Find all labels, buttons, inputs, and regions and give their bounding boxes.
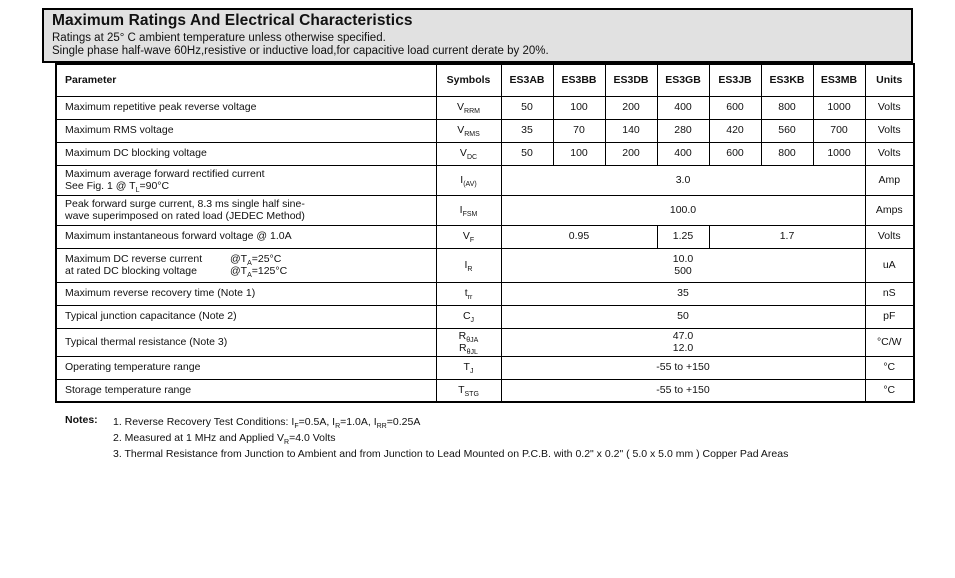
value-cell-span: 35	[501, 282, 865, 305]
table-row-vrrm	[56, 96, 914, 119]
value-cell-group: 1.25	[657, 225, 709, 248]
unit-cell: Amp	[865, 165, 914, 195]
value-cell: 280	[657, 119, 709, 142]
param-cell	[56, 195, 436, 225]
param-cell: Maximum DC blocking voltage	[56, 142, 436, 165]
note-item: 1. Reverse Recovery Test Conditions: $I_F=0.5A$, $I_R=1.0A$, $I_{RR}=0.25A$	[113, 416, 421, 431]
param-cell: Maximum instantaneous forward voltage @ 1.0A	[56, 225, 436, 248]
value-cell: 50	[501, 142, 553, 165]
table-row-rth	[56, 328, 914, 356]
param-cell	[56, 165, 436, 195]
value-cell-span	[501, 328, 865, 356]
value-line: 10.0	[672, 252, 694, 265]
unit-cell: °C/W	[865, 328, 914, 356]
value-cell: 400	[657, 142, 709, 165]
value-line: 12.0	[672, 342, 694, 354]
param-line: Maximum average forward rectified current	[65, 167, 265, 180]
value-cell-span: 100.0	[501, 195, 865, 225]
symbol-cell: $I_R$	[436, 248, 501, 282]
test-condition: $@T_A=125^\circ C$	[230, 265, 288, 280]
col-header-es3mb: ES3MB	[813, 64, 865, 96]
value-cell-group: 0.95	[501, 225, 657, 248]
ratings-table	[55, 63, 915, 403]
symbol-line: $R_{\theta JL}$	[459, 342, 478, 356]
note-item: 3. Thermal Resistance from Junction to Ambient and from Junction to Lead Mounted on P.C.B. with 0.2" x 0.2" ( 5.0 x 5.0 mm ) Copper Pad Areas	[113, 448, 789, 460]
page-title: Maximum Ratings And Electrical Characteristics	[52, 12, 413, 29]
value-cell-span: -55 to +150	[501, 379, 865, 402]
symbol-cell: $C_J$	[436, 305, 501, 328]
table-row-iav	[56, 165, 914, 195]
param-cell	[56, 248, 436, 282]
table-row-ifsm	[56, 195, 914, 225]
datasheet-page	[42, 8, 913, 462]
value-cell: 50	[501, 96, 553, 119]
param-line: See Fig. 1 @ $T_L=90^\circ C$	[65, 180, 170, 195]
col-header-parameter: Parameter	[56, 64, 436, 96]
col-header-es3jb: ES3JB	[709, 64, 761, 96]
param-cell: Operating temperature range	[56, 356, 436, 379]
unit-cell: Amps	[865, 195, 914, 225]
symbol-cell: $I_{(AV)}$	[436, 165, 501, 195]
table-row-cj	[56, 305, 914, 328]
section-header	[42, 8, 913, 63]
note-item: 2. Measured at 1 MHz and Applied $V_R=4.0$ Volts	[113, 432, 336, 447]
param-cell: Typical junction capacitance (Note 2)	[56, 305, 436, 328]
notes-list	[113, 414, 788, 462]
symbol-cell: $V_F$	[436, 225, 501, 248]
value-cell-span: 3.0	[501, 165, 865, 195]
param-line: at rated DC blocking voltage $@T_A=125^\circ C$	[65, 265, 288, 280]
value-cell: 70	[553, 119, 605, 142]
col-header-symbols: Symbols	[436, 64, 501, 96]
col-header-es3db: ES3DB	[605, 64, 657, 96]
symbol-cell	[436, 328, 501, 356]
value-cell-group: 1.7	[709, 225, 865, 248]
value-cell: 100	[553, 96, 605, 119]
value-cell: 400	[657, 96, 709, 119]
symbol-cell: $V_{DC}$	[436, 142, 501, 165]
value-cell: 1000	[813, 142, 865, 165]
value-cell: 800	[761, 96, 813, 119]
table-row-ir	[56, 248, 914, 282]
symbol-cell: $I_{FSM}$	[436, 195, 501, 225]
table-row-tj	[56, 356, 914, 379]
col-header-es3bb: ES3BB	[553, 64, 605, 96]
param-line: Peak forward surge current, 8.3 ms single half sine-	[65, 197, 305, 210]
header-row	[56, 64, 914, 96]
value-cell: 1000	[813, 96, 865, 119]
subtitle-line-1: Ratings at 25° C ambient temperature unless otherwise specified.	[52, 32, 386, 44]
unit-cell: °C	[865, 356, 914, 379]
value-cell: 600	[709, 96, 761, 119]
param-cell: Storage temperature range	[56, 379, 436, 402]
unit-cell: Volts	[865, 96, 914, 119]
symbol-cell: $V_{RMS}$	[436, 119, 501, 142]
unit-cell: nS	[865, 282, 914, 305]
value-cell-span: -55 to +150	[501, 356, 865, 379]
param-cell: Typical thermal resistance (Note 3)	[56, 328, 436, 356]
col-header-es3ab: ES3AB	[501, 64, 553, 96]
value-line: 47.0	[672, 329, 694, 342]
subtitle-line-2: Single phase half-wave 60Hz,resistive or inductive load,for capacitive load current derate by 20%.	[52, 45, 549, 57]
param-line: wave superimposed on rated load (JEDEC Method)	[65, 210, 305, 222]
value-cell: 200	[605, 96, 657, 119]
col-header-es3kb: ES3KB	[761, 64, 813, 96]
value-cell: 560	[761, 119, 813, 142]
symbol-cell: $T_J$	[436, 356, 501, 379]
param-cell: Maximum reverse recovery time (Note 1)	[56, 282, 436, 305]
value-line: 500	[674, 265, 692, 277]
param-cell: Maximum repetitive peak reverse voltage	[56, 96, 436, 119]
table-row-vrms	[56, 119, 914, 142]
value-cell: 35	[501, 119, 553, 142]
value-cell: 100	[553, 142, 605, 165]
col-header-units: Units	[865, 64, 914, 96]
symbol-cell: $T_{STG}$	[436, 379, 501, 402]
value-cell: 700	[813, 119, 865, 142]
col-header-es3gb: ES3GB	[657, 64, 709, 96]
value-cell: 200	[605, 142, 657, 165]
test-condition: $@T_A=25^\circ C$	[230, 252, 282, 267]
table-row-tstg	[56, 379, 914, 402]
table-row-vf	[56, 225, 914, 248]
unit-cell: pF	[865, 305, 914, 328]
notes-label: Notes:	[65, 414, 98, 426]
param-cell: Maximum RMS voltage	[56, 119, 436, 142]
value-cell-span: 50	[501, 305, 865, 328]
table-row-trr	[56, 282, 914, 305]
value-cell-span	[501, 248, 865, 282]
unit-cell: uA	[865, 248, 914, 282]
param-line: Maximum DC reverse current $@T_A=25^\circ C$	[65, 252, 282, 267]
unit-cell: Volts	[865, 142, 914, 165]
symbol-line: $R_{\theta JA}$	[458, 329, 479, 344]
unit-cell: °C	[865, 379, 914, 402]
value-cell: 800	[761, 142, 813, 165]
unit-cell: Volts	[865, 225, 914, 248]
table-row-vdc	[56, 142, 914, 165]
symbol-cell: $V_{RRM}$	[436, 96, 501, 119]
value-cell: 420	[709, 119, 761, 142]
value-cell: 600	[709, 142, 761, 165]
symbol-cell: $t_{rr}$	[436, 282, 501, 305]
notes-section	[65, 414, 913, 462]
unit-cell: Volts	[865, 119, 914, 142]
value-cell: 140	[605, 119, 657, 142]
